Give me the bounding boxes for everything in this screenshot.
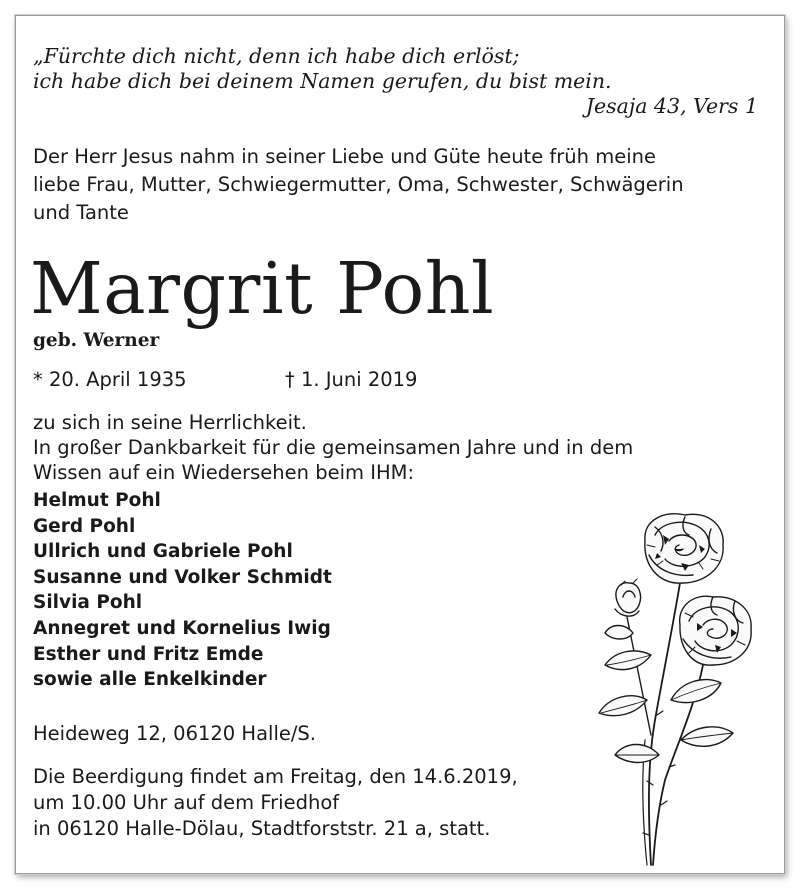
mourner: Gerd Pohl (33, 515, 136, 537)
address: Heideweg 12, 06120 Halle/S. (33, 722, 317, 745)
funeral-line: Die Beerdigung findet am Freitag, den 14.6.2019, (33, 765, 518, 788)
intro-line: liebe Frau, Mutter, Schwiegermutter, Oma, Schwester, Schwägerin (33, 173, 684, 196)
funeral-info (33, 764, 593, 842)
funeral-line: um 10.00 Uhr auf dem Friedhof (33, 791, 340, 814)
funeral-line: in 06120 Halle-Dölau, Stadtforststr. 21 a, statt. (33, 817, 491, 840)
mourner: Annegret und Kornelius Iwig (33, 617, 331, 639)
life-dates (33, 366, 533, 394)
intro-line: Der Herr Jesus nahm in seiner Liebe und Güte heute früh meine (33, 145, 656, 168)
quote-line: ich habe dich bei deinem Namen gerufen, du bist mein. (33, 69, 612, 93)
thanks-line: Wissen auf ein Wiedersehen beim IHM: (33, 461, 415, 484)
thanks-text (33, 410, 733, 485)
quote-reference: Jesaja 43, Vers 1 (585, 94, 758, 118)
intro-line: und Tante (33, 201, 129, 224)
mourners-list (33, 488, 332, 693)
quote-line: „Fürchte dich nicht, denn ich habe dich erlöst; (33, 44, 520, 68)
mourner: sowie alle Enkelkinder (33, 669, 267, 691)
mourner: Susanne und Volker Schmidt (33, 566, 332, 588)
mourner: Silvia Pohl (33, 592, 143, 614)
roses-illustration-icon (585, 505, 760, 875)
thanks-line: zu sich in seine Herrlichkeit. (33, 411, 307, 434)
death-date: † 1. Juni 2019 (285, 368, 418, 391)
mourner: Helmut Pohl (33, 490, 161, 511)
deceased-name: Margrit Pohl (30, 247, 495, 330)
birth-date: * 20. April 1935 (33, 368, 187, 391)
thanks-line: In großer Dankbarkeit für die gemeinsamen Jahre und in dem (33, 436, 634, 459)
mourner: Ullrich und Gabriele Pohl (33, 541, 293, 563)
maiden-name: geb. Werner (33, 330, 160, 351)
bible-quote (33, 44, 758, 119)
mourner: Esther und Fritz Emde (33, 643, 264, 665)
intro-text (33, 143, 763, 227)
